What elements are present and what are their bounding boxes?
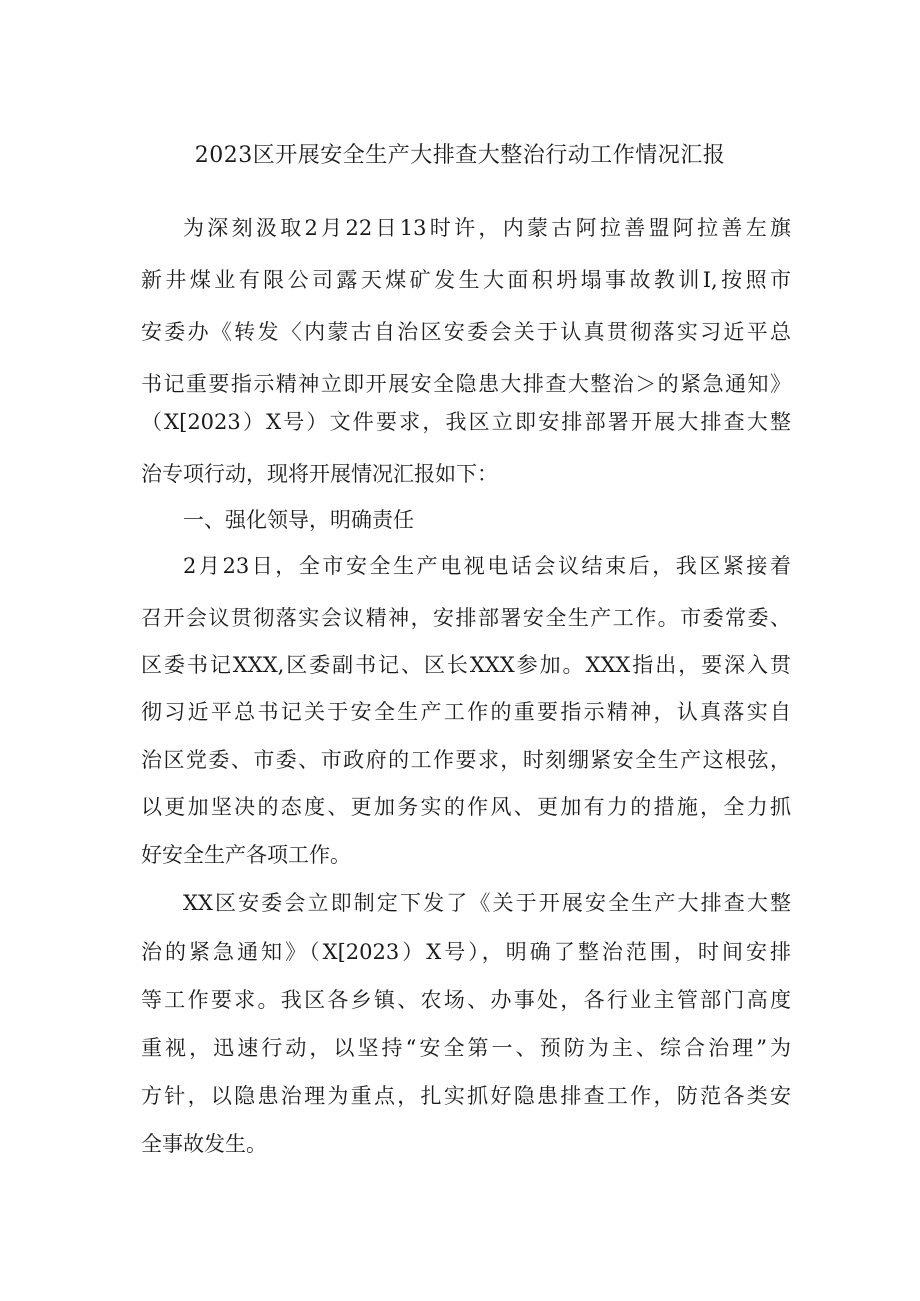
paragraph-line: 方针，以隐患治理为重点，扎实抓好隐患排查工作，防范各类安 <box>141 1084 791 1108</box>
paragraph-line: XX区安委会立即制定下发了《关于开展安全生产大排查大整 <box>183 891 791 915</box>
paragraph-line: 全事故发生。 <box>141 1132 267 1156</box>
paragraph-line: 重视，迅速行动，以坚持“安全第一、预防为主、综合治理”为 <box>141 1036 791 1060</box>
paragraph-line: 等工作要求。我区各乡镇、农场、办事处，各行业主管部门高度 <box>141 988 791 1012</box>
paragraph-line: 治的紧急通知》（X[2023）X号），明确了整治范围，时间安排 <box>141 940 791 964</box>
intro-line: 新井煤业有限公司露天煤矿发生大面积坍塌事故教训I,按照市 <box>141 268 791 292</box>
intro-line: 治专项行动，现将开展情况汇报如下： <box>141 462 498 486</box>
paragraph-line: 彻习近平总书记关于安全生产工作的重要指示精神，认真落实自 <box>141 700 791 724</box>
paragraph-line: 以更加坚决的态度、更加务实的作风、更加有力的措施，全力抓 <box>141 795 791 819</box>
paragraph-line: 召开会议贯彻落实会议精神，安排部署安全生产工作。市委常委、 <box>141 606 791 630</box>
document-title: 2023区开展安全生产大排查大整治行动工作情况汇报 <box>194 143 726 168</box>
paragraph-line: 治区党委、市委、市政府的工作要求，时刻绷紧安全生产这根弦， <box>141 748 791 772</box>
section-heading: 一、强化领导，明确责任 <box>183 508 414 532</box>
intro-line: 安委办《转发〈内蒙古自治区安委会关于认真贯彻落实习近平总 <box>141 320 791 344</box>
intro-line: 为深刻汲取2月22日13时许，内蒙古阿拉善盟阿拉善左旗 <box>183 216 791 240</box>
paragraph-line: 好安全生产各项工作。 <box>141 843 351 867</box>
paragraph-line: 区委书记XXX,区委副书记、区长XXX参加。XXX指出，要深入贯 <box>141 653 791 677</box>
intro-line: （X[2023）X号）文件要求，我区立即安排部署开展大排查大整 <box>141 410 791 434</box>
paragraph-line: 2月23日，全市安全生产电视电话会议结束后，我区紧接着 <box>183 554 791 578</box>
intro-line: 书记重要指示精神立即开展安全隐患大排查大整治＞的紧急通知》 <box>141 372 791 396</box>
